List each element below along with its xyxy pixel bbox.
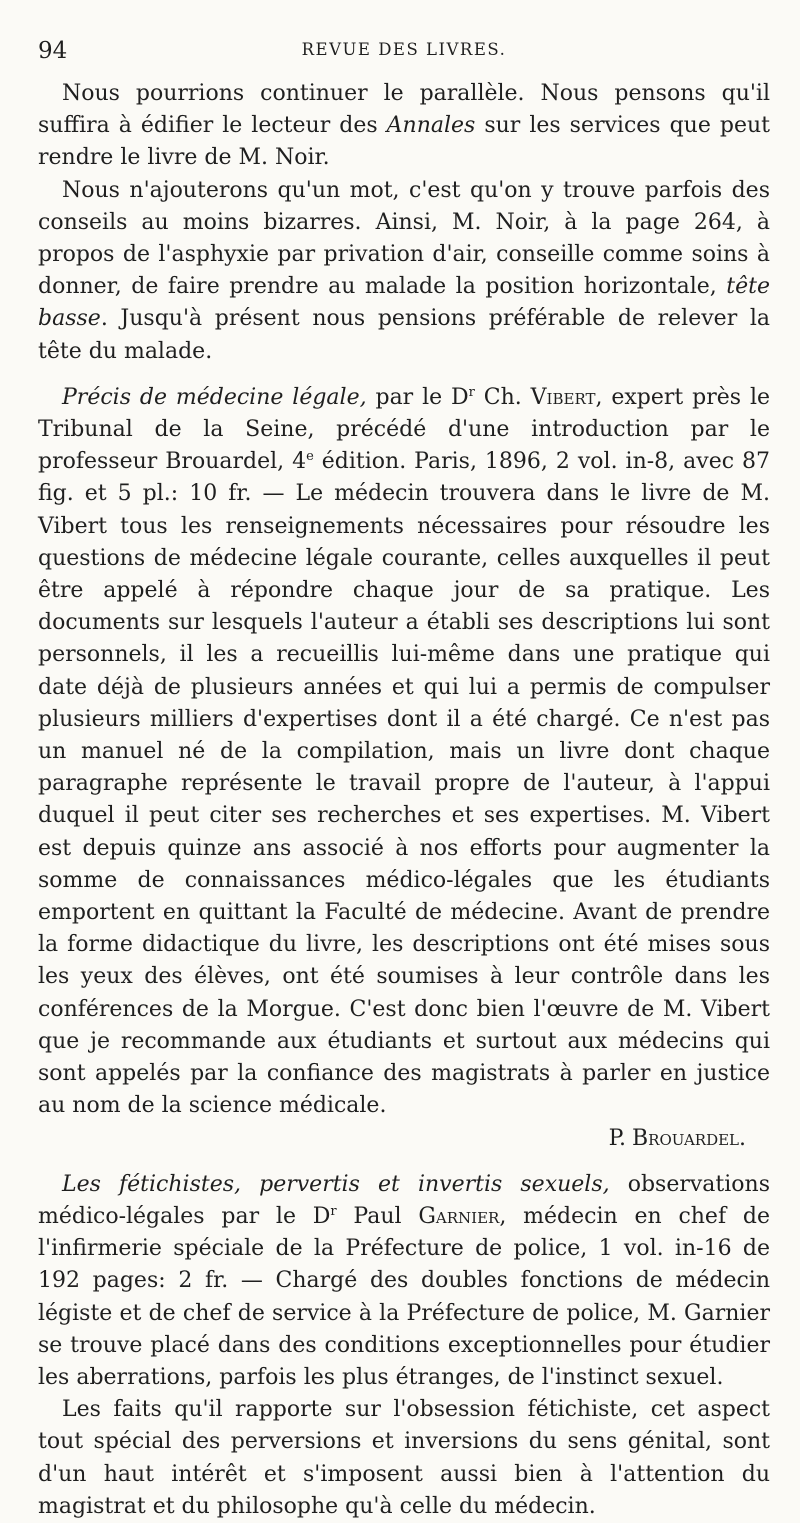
paragraph-faits: Les faits qu'il rapporte sur l'obsession fétichiste, cet aspect tout spécial des perversions et inversions du sens génital, sont d'un haut intérêt et s'imposent aussi bien à l'attention du magistrat et du philosophe qu'à celle du médecin. bbox=[38, 1397, 770, 1519]
page-header bbox=[38, 34, 770, 78]
italic-tete-basse: tête basse bbox=[38, 274, 770, 332]
review-garnier: Les fétichistes, pervertis et invertis sexuels, observations médico-légales par le $D^r$ Paul Garnier, médecin en chef de l'infirmerie spéciale de la Préfecture de police, 1 vol. in-16 de 192 pages: 2 fr. — Chargé des doubles fonctions de médecin légiste et de chef de service à la Préfecture de police, M. Garnier se trouve placé dans des conditions exceptionnelles pour étudier les aberrations, parfois les plus étranges, de l'instinct sexuel. bbox=[38, 1171, 770, 1390]
journal-title: Annales bbox=[386, 113, 476, 139]
body-text bbox=[38, 78, 770, 1523]
review-vibert: Précis de médecine légale, par le $D^r$ Ch. Vibert, expert près le Tribunal de la Seine, précédé d'une introduction par le professeur Brouardel, 4e édition. Paris, 1896, 2 vol. in-8, avec 87 fig. et 5 pl.: 10 fr. — Le médecin trouvera dans le livre de M. Vibert tous les renseignements nécessaires pour résoudre les questions de médecine légale courante, celles auxquelles il peut être appelé à répondre chaque jour de sa pratique. Les documents sur lesquels l'auteur a établi ses descriptions lui sont personnels, il les a recueillis lui-même dans une pratique qui date déjà de plusieurs années et qui lui a permis de compulser plusieurs milliers d'expertises dont il a été chargé. Ce n'est pas un manuel né de la compilation, mais un livre dont chaque paragraphe représente le travail propre de l'auteur, à l'appui duquel il peut citer ses recherches et ses expertises. M. Vibert est depuis quinze ans associé à nos efforts pour augmenter la somme de connaissances médico-légales que les étudiants emportent en quittant la Faculté de médecine. Avant de prendre la forme didactique du livre, les descriptions ont été mises sous les yeux des élèves, ont été soumises à leur contrôle dans les conférences de la Morgue. C'est donc bien l'œuvre de M. Vibert que je recommande aux étudiants et surtout aux médecins qui sont appelés par la confiance des magistrats à parler en justice au nom de la science médicale. bbox=[38, 384, 771, 1119]
book-title-fetichistes: Les fétichistes, pervertis et invertis sexuels, bbox=[62, 1171, 610, 1197]
running-head: REVUE DES LIVRES. bbox=[301, 40, 507, 59]
page-number: 94 bbox=[38, 38, 68, 64]
signature-brouardel: P. Brouardel. bbox=[608, 1125, 746, 1151]
author-vibert: Vibert bbox=[530, 384, 596, 410]
paragraph-parallele: Nous pourrions continuer le parallèle. Nous pensons qu'il suffira à édifier le lecteur des Annales sur les services que peut rendre le livre de M. Noir. bbox=[38, 81, 770, 171]
author-garnier: Garnier bbox=[418, 1203, 500, 1229]
book-title-precis: Précis de médecine légale, bbox=[62, 384, 367, 410]
paragraph-bizarres: Nous n'ajouterons qu'un mot, c'est qu'on y trouve parfois des conseils au moins bizarres. Ainsi, M. Noir, à la page 264, à propos de l'asphyxie par privation d'air, conseille comme soins à donner, de faire prendre au malade la position horizontale, tête basse. Jusqu'à présent nous pensions préférable de relever la tête du malade. bbox=[38, 177, 770, 364]
